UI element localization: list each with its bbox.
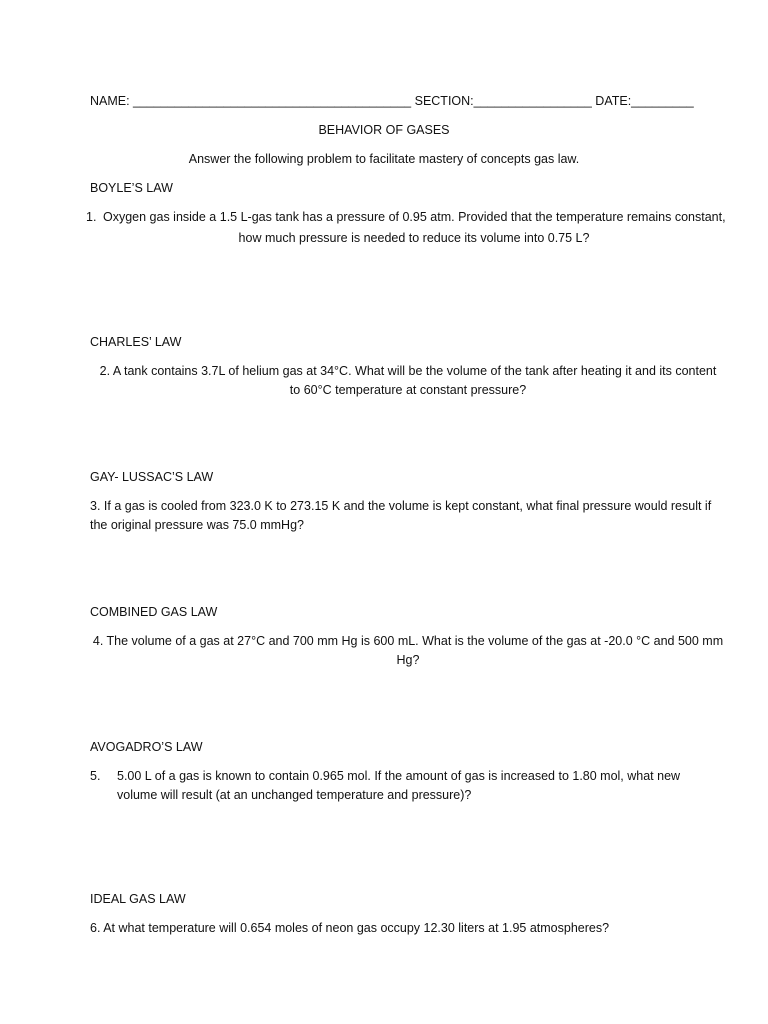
boyles-law-heading: BOYLE’S LAW <box>90 181 173 195</box>
name-section-date-line: NAME: ________________________________________ SECTION:_________________ DATE:_________ <box>90 94 694 108</box>
ideal-gas-law-heading: IDEAL GAS LAW <box>90 892 186 906</box>
question-4-line-2: Hg? <box>396 653 420 667</box>
charles-law-heading: CHARLES’ LAW <box>90 335 182 349</box>
question-1-line-2: how much pressure is needed to reduce its volume into 0.75 L? <box>238 231 590 245</box>
question-5-line-1: 5.00 L of a gas is known to contain 0.965 mol. If the amount of gas is increased to 1.80 mol, what new <box>117 769 681 783</box>
question-1-number: 1. <box>86 210 97 224</box>
worksheet-title: BEHAVIOR OF GASES <box>318 123 450 137</box>
combined-gas-law-heading: COMBINED GAS LAW <box>90 605 218 619</box>
question-3-line-1: 3. If a gas is cooled from 323.0 K to 273.15 K and the volume is kept constant, what final pressure would result if <box>90 499 712 513</box>
question-3-line-2: the original pressure was 75.0 mmHg? <box>90 518 304 532</box>
question-2-line-2: to 60°C temperature at constant pressure? <box>289 383 527 397</box>
question-4-line-1: 4. The volume of a gas at 27°C and 700 mm Hg is 600 mL. What is the volume of the gas at -20.0 °C and 500 mm <box>92 634 724 648</box>
question-1-line-1: Oxygen gas inside a 1.5 L-gas tank has a pressure of 0.95 atm. Provided that the temperature remains constant, <box>103 210 726 224</box>
question-6-line-1: 6. At what temperature will 0.654 moles of neon gas occupy 12.30 liters at 1.95 atmospheres? <box>90 921 610 935</box>
instructions: Answer the following problem to facilitate mastery of concepts gas law. <box>188 152 580 166</box>
question-5-number: 5. <box>90 769 101 783</box>
question-5-line-2: volume will result (at an unchanged temperature and pressure)? <box>117 788 472 802</box>
avogadros-law-heading: AVOGADRO’S LAW <box>90 740 203 754</box>
gay-lussacs-law-heading: GAY- LUSSAC’S LAW <box>90 470 214 484</box>
question-2-line-1: 2. A tank contains 3.7L of helium gas at 34°C. What will be the volume of the tank after heating it and its content <box>99 364 717 378</box>
